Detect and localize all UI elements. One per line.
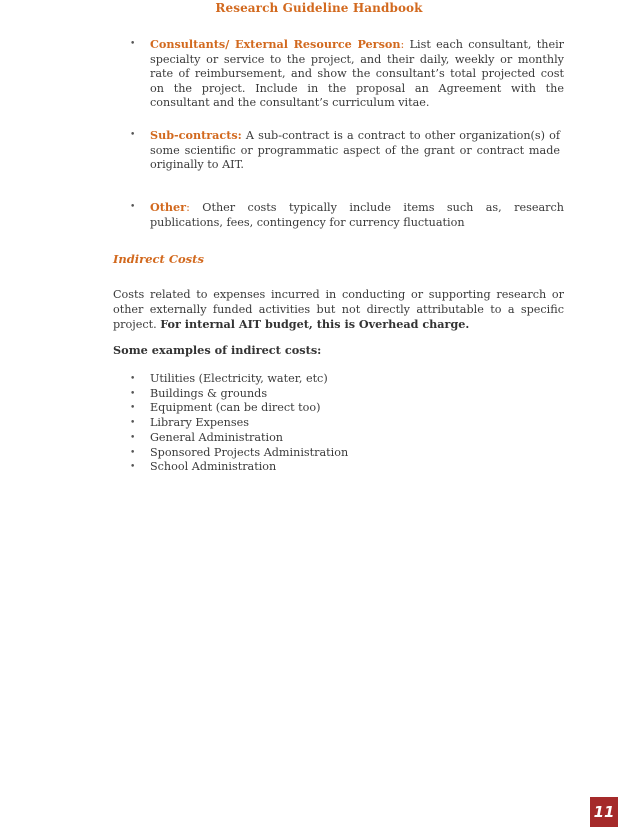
bullet-term: Sub-contracts: <box>150 128 242 142</box>
bullet-term: Other <box>150 200 187 214</box>
list-item: • General Administration <box>150 431 550 446</box>
page-header-title: Research Guideline Handbook <box>215 1 423 15</box>
bullet-list-other <box>150 200 564 230</box>
bullet-item-consultants <box>150 37 564 111</box>
section-heading-indirect-costs: Indirect Costs <box>113 252 204 266</box>
bullet-text: List each consultant, their specialty or service to the project, and their daily, weekly or monthly rate of reimbursement, and show the consultant’s total projected cost on the project. Include in the proposal an Agreement with the consultant and the consultant’s curriculum vitae. <box>150 38 564 110</box>
list-item: • Utilities (Electricity, water, etc) <box>150 372 550 387</box>
paragraph-bold-text: For internal AIT budget, this is Overhead charge. <box>160 317 470 332</box>
bullet-text: Other costs typically include items such as, research publications, fees, contingency for currency fluctuation <box>150 201 564 229</box>
bullet-item-subcontracts <box>150 128 560 173</box>
bullet-list-subcontracts <box>150 128 560 173</box>
indirect-examples-list <box>150 372 550 475</box>
bullet-item-other <box>150 200 564 230</box>
list-item: • Buildings & grounds <box>150 387 550 402</box>
bullet-list-consultants <box>150 37 564 111</box>
indirect-costs-paragraph <box>113 288 564 333</box>
bullet-term: Consultants/ External Resource Person <box>150 37 401 51</box>
bullet-text: A sub-contract is a contract to other organization(s) of some scientific or programmatic aspect of the grant or contract made originally to AIT. <box>150 129 560 172</box>
list-item: • Library Expenses <box>150 416 550 431</box>
list-item: • School Administration <box>150 460 550 475</box>
bullet-separator: : <box>400 38 405 51</box>
list-item: • Sponsored Projects Administration <box>150 446 550 461</box>
list-item: • Equipment (can be direct too) <box>150 401 550 416</box>
examples-heading: Some examples of indirect costs: <box>113 343 322 357</box>
bullet-separator: : <box>186 201 190 214</box>
page-number-badge: 11 <box>590 797 618 827</box>
paragraph-text: Costs related to expenses incurred in conducting or supporting research or other externally funded activities but not directly attributable to a specific project. <box>113 288 564 332</box>
